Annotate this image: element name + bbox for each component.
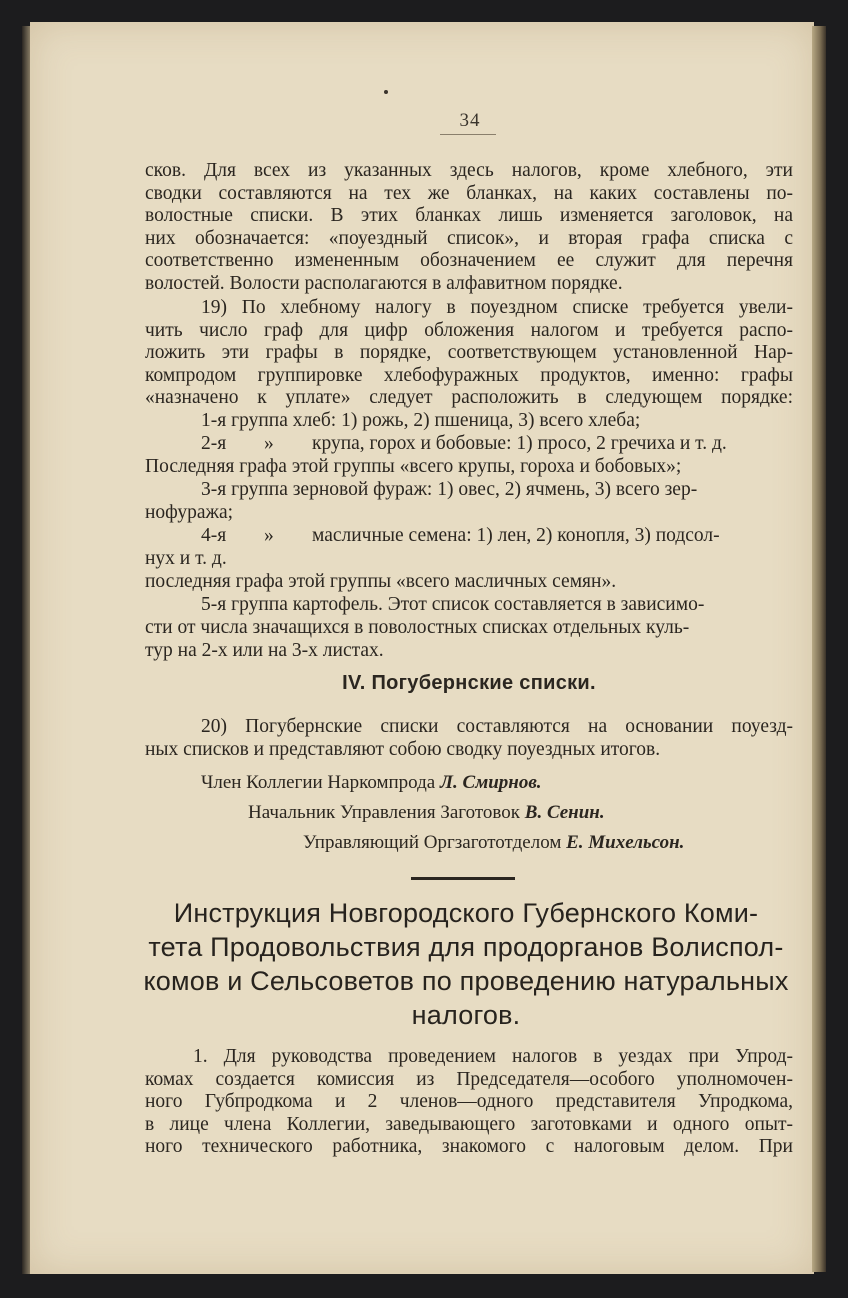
group-5-cont: тур на 2-х или на 3-х листах. bbox=[145, 640, 384, 661]
signature-name: В. Сенин. bbox=[524, 802, 605, 823]
group-1: 1-я группа хлеб: 1) рожь, 2) пшеница, 3) всего хлеба; bbox=[201, 410, 641, 431]
signature-name: Л. Смирнов. bbox=[439, 772, 542, 793]
group-4-cont: нух и т. д. bbox=[145, 548, 227, 569]
ink-speck bbox=[384, 90, 388, 94]
group-3: 3-я группа зерновой фураж: 1) овес, 2) ячмень, 3) всего зер- bbox=[201, 479, 698, 500]
signature-line bbox=[248, 802, 605, 824]
text-line: ного технического работника, знакомого с налоговым делом. При bbox=[145, 1136, 793, 1157]
text-line: ного Губпродкома и 2 членов—одного представителя Упродкома, bbox=[145, 1091, 793, 1112]
paragraph-1 bbox=[145, 1046, 793, 1159]
section-title: IV. Погубернские списки. bbox=[342, 672, 596, 694]
page-edge bbox=[812, 26, 826, 1272]
document-heading bbox=[136, 896, 796, 1032]
paragraph-intro bbox=[145, 160, 793, 295]
text-line: волостей. Волости располагаются в алфавитном порядке. bbox=[145, 272, 623, 294]
signature-line bbox=[303, 832, 684, 854]
heading-line: комов и Сельсоветов по проведению натуральных bbox=[143, 966, 789, 996]
ditto-mark: » bbox=[264, 525, 274, 546]
text-line: ных списков и представляют собою сводку поуездных итогов. bbox=[145, 738, 661, 760]
text-line: них обозначается: «поуездный список», и вторая графа списка с bbox=[145, 227, 793, 249]
signature-role: Член Коллегии Наркомпрода bbox=[201, 772, 436, 793]
text-line: сков. Для всех из указанных здесь налогов, кроме хлебного, эти bbox=[145, 160, 793, 181]
text-line: 20) Погубернские списки составляются на основании поуезд- bbox=[201, 716, 793, 737]
text-line: сводки составляются на тех же бланках, на каких составлены по- bbox=[145, 182, 793, 204]
group-4-label: 4-я bbox=[201, 525, 227, 546]
group-2-note: Последняя графа этой группы «всего крупы, гороха и бобовых»; bbox=[145, 456, 682, 477]
text-line: «назначено к уплате» следует расположить в следующем порядке: bbox=[145, 387, 793, 408]
page-number-underline bbox=[440, 134, 496, 135]
signature-line bbox=[201, 772, 542, 794]
group-2-label: 2-я bbox=[201, 433, 227, 454]
group-4-text: масличные семена: 1) лен, 2) конопля, 3) подсол- bbox=[312, 525, 720, 546]
paragraph-20 bbox=[145, 716, 793, 761]
section-divider bbox=[411, 877, 515, 880]
paragraph-19 bbox=[145, 297, 793, 410]
text-line: комах создается комиссия из Председателя—особого уполномочен- bbox=[145, 1068, 793, 1090]
signature-role: Управляющий Оргзагототделом bbox=[303, 832, 562, 853]
text-line: волостные списки. В этих бланках лишь изменяется заголовок, на bbox=[145, 205, 793, 226]
text-line: чить число граф для цифр обложения налогом и требуется распо- bbox=[145, 319, 793, 341]
heading-line: налогов. bbox=[411, 1000, 521, 1030]
text-line: соответственно измененным обозначением ее служит для перечня bbox=[145, 250, 793, 271]
group-3-cont: нофуража; bbox=[145, 502, 234, 523]
heading-line: тета Продовольствия для продорганов Волиспол- bbox=[148, 932, 784, 962]
group-2-text: крупа, горох и бобовые: 1) просо, 2 гречиха и т. д. bbox=[312, 433, 727, 454]
heading-line: Инструкция Новгородского Губернского Коми- bbox=[173, 898, 759, 928]
text-line: компродом группировке хлебофуражных продуктов, именно: графы bbox=[145, 364, 793, 386]
page-number: 34 bbox=[459, 110, 481, 131]
group-5: 5-я группа картофель. Этот список составляется в зависимо- bbox=[201, 594, 705, 615]
text-line: 1. Для руководства проведением налогов в уездах при Упрод- bbox=[193, 1046, 793, 1067]
ditto-mark: » bbox=[264, 433, 274, 454]
text-line: ложить эти графы в порядке, соответствующем установленной Нар- bbox=[145, 342, 793, 363]
signature-name: Е. Михельсон. bbox=[566, 832, 685, 853]
group-5-cont: сти от числа значащихся в поволостных списках отдельных куль- bbox=[145, 617, 690, 638]
text-line: в лице члена Коллегии, заведывающего заготовками и одного опыт- bbox=[145, 1113, 793, 1135]
text-line: 19) По хлебному налогу в поуездном списке требуется увели- bbox=[201, 297, 793, 318]
group-4-note: последняя графа этой группы «всего масличных семян». bbox=[145, 571, 617, 592]
signature-role: Начальник Управления Заготовок bbox=[248, 802, 521, 823]
